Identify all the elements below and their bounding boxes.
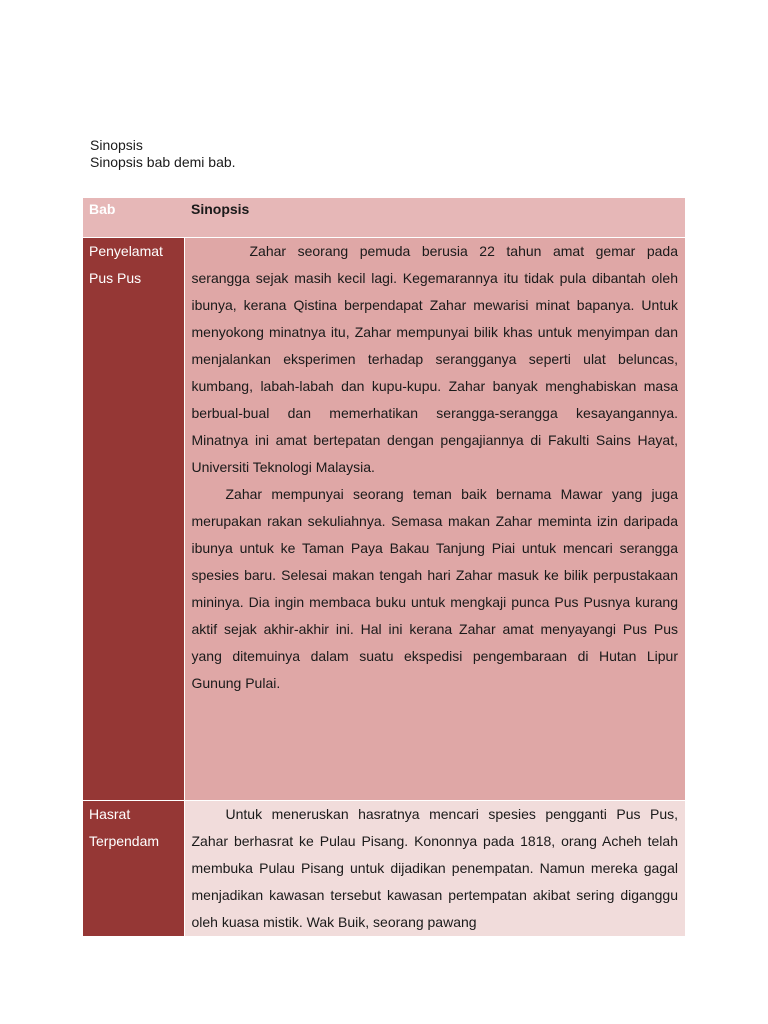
section-heading: Sinopsis <box>90 137 143 153</box>
synopsis-paragraph: Zahar mempunyai seorang teman baik bernama Mawar yang juga merupakan rakan sekuliahnya. Semasa makan Zahar meminta izin daripada ibunya untuk ke Taman Paya Bakau Tanjung Piai untuk mencari serangga spesies baru. Selesai makan tengah hari Zahar masuk ke bilik perpustakaan mininya. Dia ingin membaca buku untuk mengkaji punca Pus Pusnya kurang aktif sejak akhir-akhir ini. Hal ini kerana Zahar amat menyayangi Pus Pus yang ditemuinya dalam suatu ekspedisi pengembaraan di Hutan Lipur Gunung Pulai. <box>191 486 678 691</box>
column-header-sinopsis: Sinopsis <box>184 198 685 238</box>
section-subheading: Sinopsis bab demi bab. <box>90 154 236 170</box>
chapter-synopsis <box>184 238 685 801</box>
column-header-bab: Bab <box>83 198 184 238</box>
synopsis-paragraph: Zahar seorang pemuda berusia 22 tahun amat gemar pada serangga sejak masih kecil lagi. Kegemarannya itu tidak pula dibantah oleh ibunya, kerana Qistina berpendapat Zahar mewarisi minat bapanya. Untuk menyokong minatnya itu, Zahar mempunyai bilik khas untuk menyimpan dan menjalankan eksperimen terhadap serangganya seperti ulat beluncas, kumbang, labah-labah dan kupu-kupu. Zahar banyak menghabiskan masa berbual-bual dan memerhatikan serangga-serangga kesayangannya. Minatnya ini amat bertepatan dengan pengajiannya di Fakulti Sains Hayat, Universiti Teknologi Malaysia. <box>191 243 678 475</box>
chapter-title: Hasrat Terpendam <box>83 801 184 937</box>
intro-block <box>90 137 236 171</box>
table-row <box>83 238 685 801</box>
table-header-row <box>83 198 685 238</box>
chapter-synopsis <box>184 801 685 937</box>
chapter-title: Penyelamat Pus Pus <box>83 238 184 801</box>
synopsis-paragraph: Untuk meneruskan hasratnya mencari spesies pengganti Pus Pus, Zahar berhasrat ke Pulau Pisang. Kononnya pada 1818, orang Acheh telah membuka Pulau Pisang untuk dijadikan penempatan. Namun mereka gagal menjadikan kawasan tersebut kawasan pertempatan akibat sering diganggu oleh kuasa mistik. Wak Buik, seorang pawang <box>191 806 678 930</box>
synopsis-table <box>83 198 685 937</box>
table-row <box>83 801 685 937</box>
